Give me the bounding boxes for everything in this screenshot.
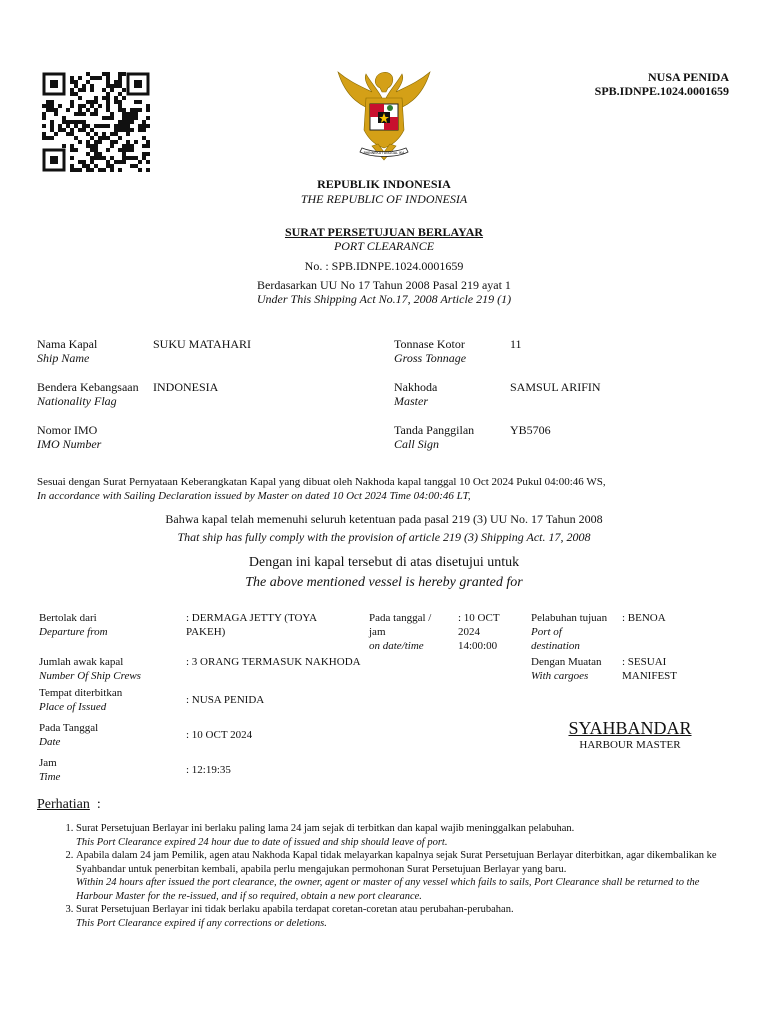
imo-label: Nomor IMO	[37, 423, 98, 437]
declaration-text: Sesuai dengan Surat Pernyataan Keberangkatan Kapal yang dibuat oleh Nakhoda kapal tanggal 10 Oct 2024 Pukul 04:00:46 WS,	[37, 476, 606, 488]
notes-list	[58, 822, 718, 930]
document-title: SURAT PERSETUJUAN BERLAYAR	[284, 225, 484, 239]
emblem-motto: BHINNEKA TUNGGAL IKA	[363, 151, 405, 155]
time-value: : 12:19:35	[186, 764, 231, 776]
compliance-text: Bahwa kapal telah memenuhi seluruh ketentuan pada pasal 219 (3) UU No. 17 Tahun 2008	[165, 512, 603, 526]
master-value: SAMSUL ARIFIN	[510, 380, 601, 394]
departure-date-label-en: on date/time	[369, 640, 424, 652]
time-label-en: Time	[39, 771, 61, 783]
note-item: 1. Surat Persetujuan Berlayar ini berlaku paling lama 24 jam sejak di terbitkan dan kapal wajib meninggalkan pelabuhan. This Port Clearance expired 24 hour due to date of issued and ship should leave of port.	[76, 822, 718, 849]
cargo-value: : SESUAI MANIFEST	[622, 656, 678, 682]
granted-text-en: The above mentioned vessel is hereby granted for	[245, 575, 523, 590]
issue-date-value: : 10 OCT 2024	[186, 729, 253, 741]
place-issued-value: : NUSA PENIDA	[186, 694, 265, 706]
issue-date-label: Pada Tanggal	[39, 722, 99, 734]
note-item: 2. Apabila dalam 24 jam Pemilik, agen atau Nakhoda Kapal tidak melayarkan kapalnya sejak Surat Persetujuan Berlayar diterbitkan, agar dikembalikan ke Syahbandar untuk penerbitan kembali, apabila perlu mengajukan permohonan Surat Persetujuan Berlayar yang baru. Within 24 hours after issued the port clearance, the owner, agent or master of any vessel which fails to sails, Port Clearance shall be returned to the Harbour Master for the re-issued, and if so required, obtain a new port clearance.	[76, 849, 718, 903]
gross-tonnage-label: Tonnase Kotor	[394, 337, 465, 351]
departure-value: : DERMAGA JETTY (TOYA PAKEH)	[186, 612, 317, 638]
compliance-text-en: That ship has fully comply with the provision of article 219 (3) Shipping Act. 17, 2008	[177, 530, 591, 544]
ship-name-label: Nama Kapal	[37, 337, 98, 351]
place-issued-label-en: Place of Issued	[39, 701, 107, 713]
country-name: REPUBLIK INDONESIA	[317, 177, 451, 191]
flag-label-en: Nationality Flag	[37, 394, 117, 408]
document-title-en: PORT CLEARANCE	[333, 239, 435, 253]
call-sign-label-en: Call Sign	[394, 437, 440, 451]
call-sign-value: YB5706	[510, 423, 551, 437]
crew-label: Jumlah awak kapal	[39, 656, 124, 668]
destination-label-en: Port of destination	[531, 626, 580, 652]
gross-tonnage-value: 11	[510, 337, 522, 351]
country-name-en: THE REPUBLIC OF INDONESIA	[300, 192, 468, 206]
office-name: NUSA PENIDA	[647, 70, 729, 84]
notes-heading-row	[37, 796, 101, 813]
harbour-master-title-en: HARBOUR MASTER	[579, 739, 681, 751]
qr-code	[42, 72, 150, 172]
gross-tonnage-label-en: Gross Tonnage	[394, 351, 467, 365]
master-label-en: Master	[394, 394, 428, 408]
declaration-text-en: In accordance with Sailing Declaration issued by Master on dated 10 Oct 2024 Time 04:00:46 LT,	[37, 490, 471, 502]
crew-value: : 3 ORANG TERMASUK NAKHODA	[186, 656, 361, 668]
document-number: No. : SPB.IDNPE.1024.0001659	[304, 259, 464, 273]
legal-basis-en: Under This Shipping Act No.17, 2008 Article 219 (1)	[256, 292, 512, 306]
ship-name-value: SUKU MATAHARI	[153, 337, 252, 351]
garuda-emblem-icon	[332, 68, 436, 164]
destination-value: : BENOA	[622, 612, 666, 624]
crew-label-en: Number Of Ship Crews	[39, 670, 141, 682]
granted-text: Dengan ini kapal tersebut di atas disetujui untuk	[248, 555, 520, 570]
notes-heading: Perhatian	[37, 797, 90, 812]
note-item: 3. Surat Persetujuan Berlayar ini tidak berlaku apabila terdapat coretan-coretan atau perubahan-perubahan. This Port Clearance expired if any corrections or deletions.	[76, 903, 718, 930]
flag-label: Bendera Kebangsaan	[37, 380, 139, 394]
master-label: Nakhoda	[394, 380, 438, 394]
call-sign-label: Tanda Panggilan	[394, 423, 475, 437]
issue-date-label-en: Date	[39, 736, 61, 748]
departure-label: Bertolak dari	[39, 612, 97, 624]
notes-heading-colon: :	[96, 797, 101, 812]
cargo-label: Dengan Muatan	[531, 656, 602, 668]
ship-details	[37, 337, 737, 457]
destination-label: Pelabuhan tujuan	[531, 612, 608, 624]
departure-label-en: Departure from	[39, 626, 108, 638]
imo-label-en: IMO Number	[37, 437, 102, 451]
legal-basis: Berdasarkan UU No 17 Tahun 2008 Pasal 219 ayat 1	[257, 278, 511, 292]
clearance-number-top: SPB.IDNPE.1024.0001659	[594, 84, 729, 98]
flag-value: INDONESIA	[153, 380, 219, 394]
time-label: Jam	[39, 757, 57, 769]
cargo-label-en: With cargoes	[531, 670, 589, 682]
departure-date-label: Pada tanggal / jam	[369, 612, 432, 638]
ship-name-label-en: Ship Name	[37, 351, 90, 365]
place-issued-label: Tempat diterbitkan	[39, 687, 123, 699]
harbour-master-title: SYAHBANDAR	[568, 718, 692, 738]
departure-date-value: : 10 OCT 2024 14:00:00	[458, 612, 500, 652]
